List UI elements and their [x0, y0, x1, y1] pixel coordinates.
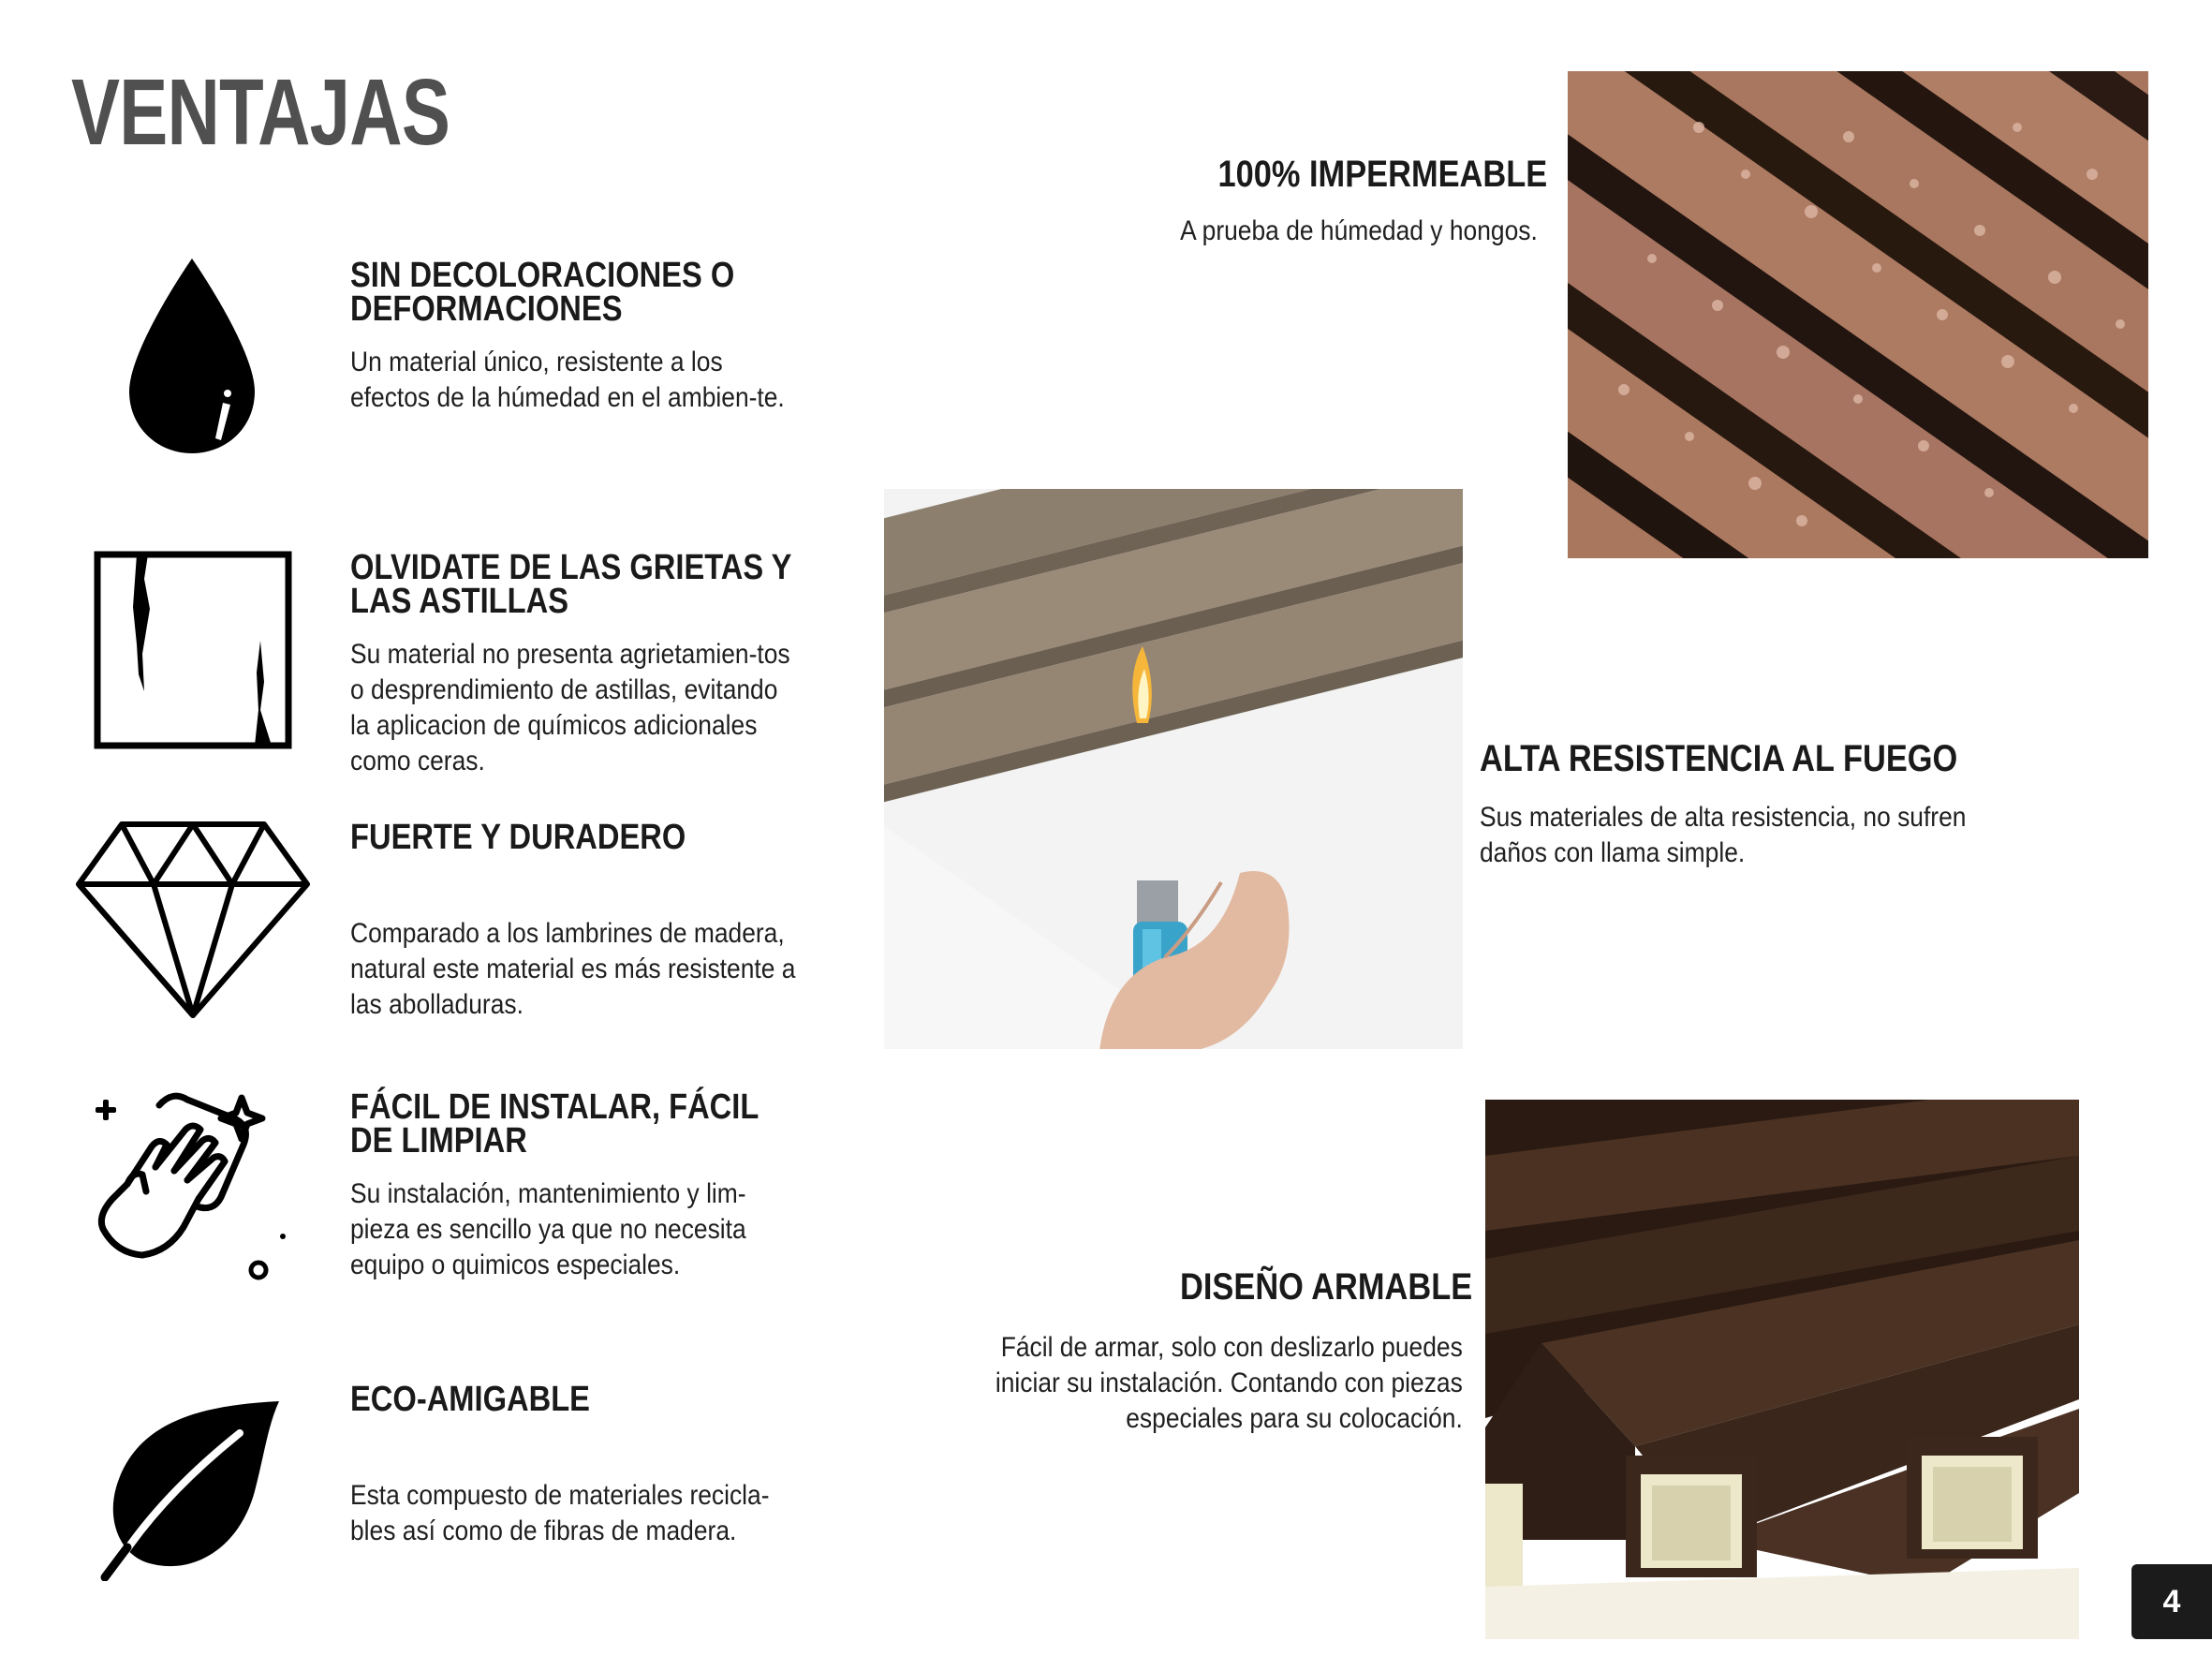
feature-text: Esta compuesto de materiales recicla-bles así como de fibras de madera. [350, 1480, 770, 1546]
highlight-text: Sus materiales de alta resistencia, no sufren daños con llama simple. [1480, 802, 1967, 868]
feature-text: Un material único, resistente a los efectos de la húmedad en el ambien-te. [350, 347, 785, 413]
highlight-waterproof [1060, 155, 1547, 249]
highlight-heading: ALTA RESISTENCIA AL FUEGO [1480, 738, 1958, 779]
highlight-design [985, 1268, 1472, 1437]
leaf-icon [99, 1397, 283, 1581]
waterproof-panel-photo [1568, 71, 2148, 558]
feature-heading: FUERTE Y DURADERO [350, 818, 686, 857]
water-drop-icon [122, 255, 262, 457]
highlight-text: A prueba de húmedad y hongos. [1179, 215, 1538, 246]
feature-heading: ECO-AMIGABLE [350, 1380, 590, 1419]
feature-moisture [350, 256, 800, 416]
fire-test-photo [884, 489, 1463, 1049]
highlight-fire [1480, 740, 2004, 871]
highlight-heading: DISEÑO ARMABLE [1179, 1266, 1472, 1308]
panel-profile-photo [1485, 1100, 2079, 1639]
feature-easy-install [350, 1087, 800, 1283]
hand-cleaning-icon [94, 1087, 290, 1283]
feature-heading: FÁCIL DE INSTALAR, FÁCIL DE LIMPIAR [350, 1087, 759, 1161]
diamond-icon [75, 821, 311, 1019]
cracked-square-icon [94, 551, 292, 749]
feature-text: Su instalación, mantenimiento y lim-pieza es sencillo ya que no necesita equipo o quimicos especiales. [350, 1178, 746, 1280]
page-number-badge: 4 [2131, 1564, 2212, 1639]
feature-text: Su material no presenta agrietamien-tos o desprendimiento de astillas, evitando la aplicacion de químicos adicionales como ceras. [350, 639, 790, 776]
feature-eco [350, 1382, 800, 1549]
feature-heading: OLVIDATE DE LAS GRIETAS Y LAS ASTILLAS [350, 548, 791, 621]
feature-text: Comparado a los lambrines de madera, natural este material es más resistente a las abolladuras. [350, 918, 796, 1020]
feature-durability [350, 818, 800, 1023]
feature-cracks [350, 548, 800, 779]
page-title: VENTAJAS [71, 60, 450, 165]
feature-heading: SIN DECOLORACIONES O DEFORMACIONES [350, 256, 735, 329]
highlight-text: Fácil de armar, solo con deslizarlo puedes iniciar su instalación. Contando con piezas especiales para su colocación. [995, 1332, 1463, 1434]
highlight-heading: 100% IMPERMEABLE [1217, 154, 1547, 195]
